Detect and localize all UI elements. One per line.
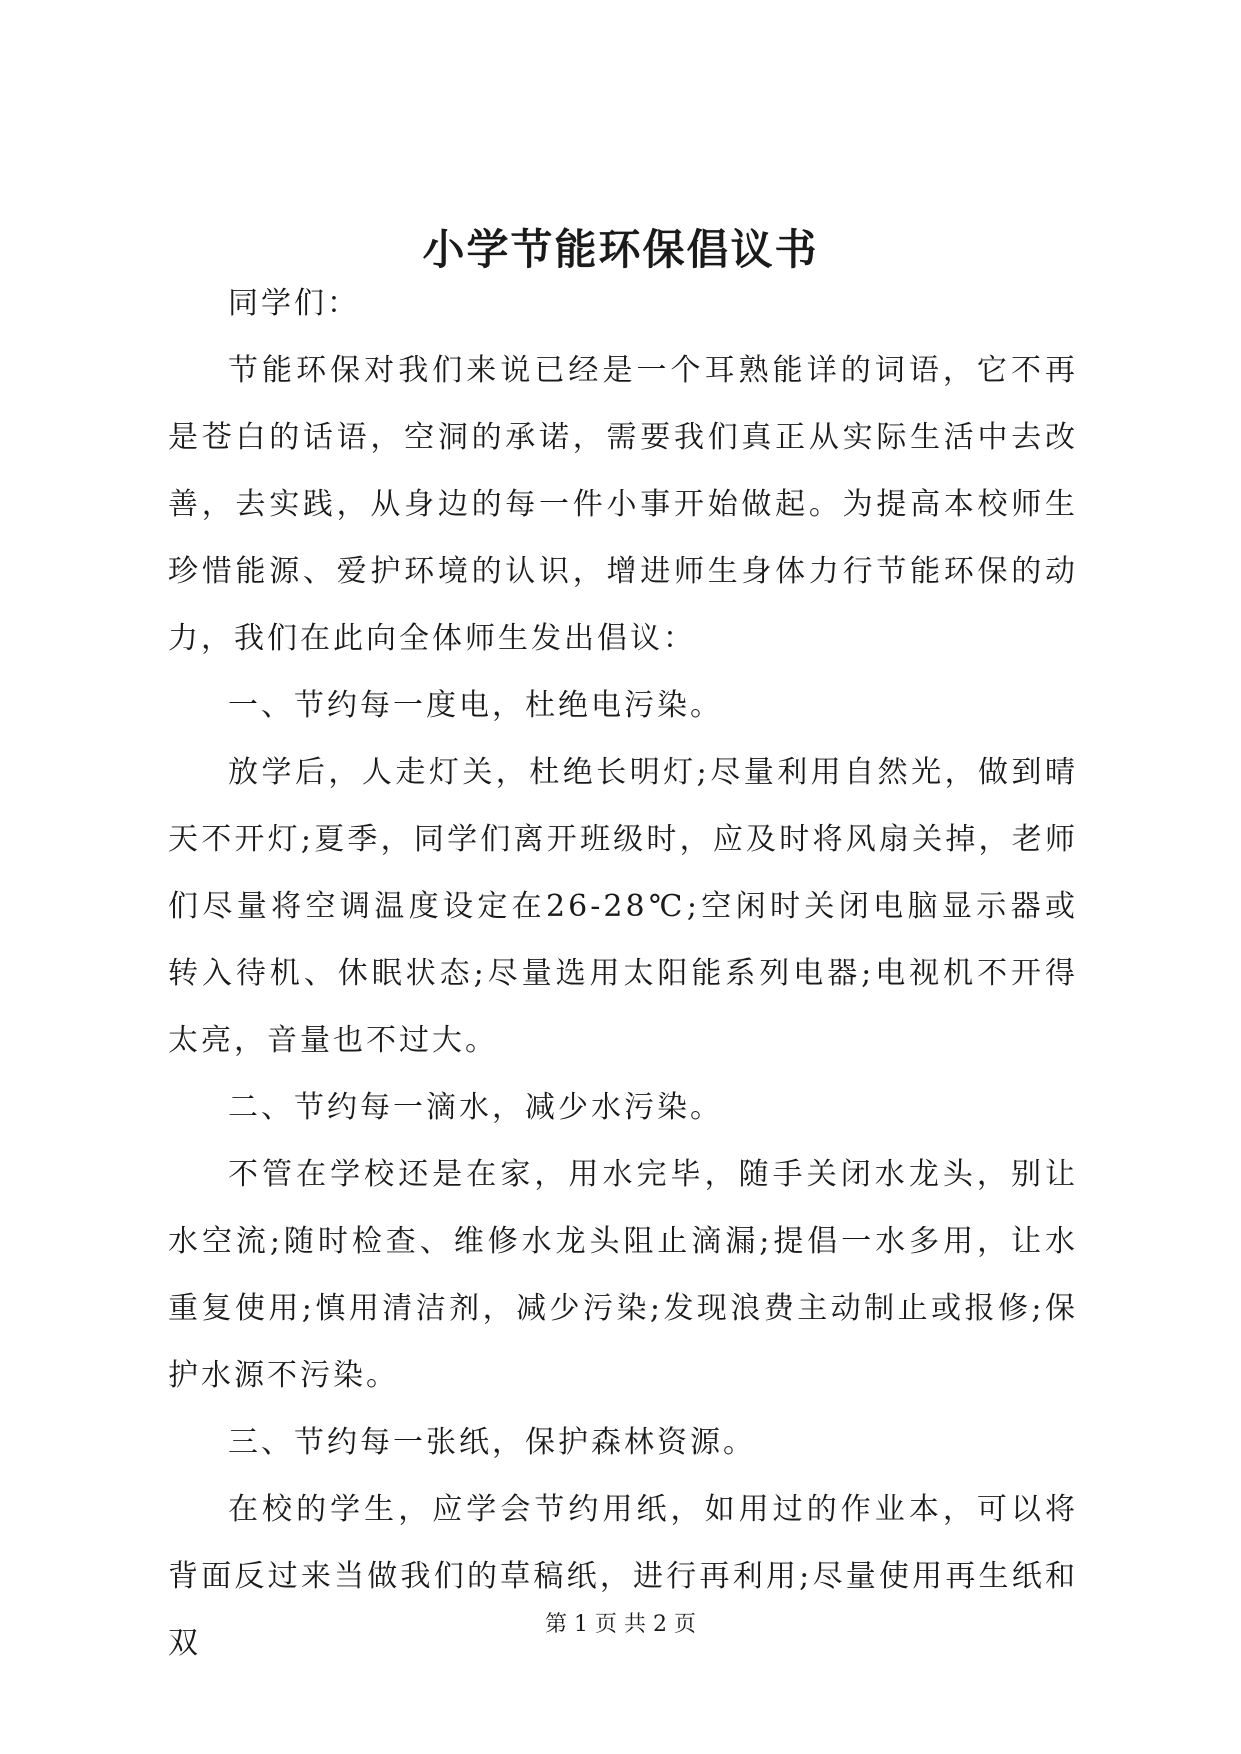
page-footer: 第 1 页 共 2 页 — [545, 1612, 696, 1637]
salutation: 同学们： — [228, 286, 360, 321]
paragraph-electricity: 放学后，人走灯关，杜绝长明灯;尽量利用自然光，做到晴天不开灯;夏季，同学们离开班级时，应及时将风扇关掉，老师们尽量将空调温度设定在26-28℃;空闲时关闭电脑显示器或转入待机、休眠状态;尽量选用太阳能系列电器;电视机不开得太亮，音量也不过大。 — [168, 755, 1078, 1058]
section-heading-electricity: 一、节约每一度电，杜绝电污染。 — [228, 688, 723, 723]
section-heading-paper: 三、节约每一张纸，保护森林资源。 — [228, 1425, 756, 1460]
intro-paragraph: 节能环保对我们来说已经是一个耳熟能详的词语，它不再是苍白的话语，空洞的承诺，需要我们真正从实际生活中去改善，去实践，从身边的每一件小事开始做起。为提高本校师生珍惜能源、爱护环境的认识，增进师生身体力行节能环保的动力，我们在此向全体师生发出倡议： — [168, 353, 1078, 656]
section-heading-water: 二、节约每一滴水，减少水污染。 — [228, 1090, 723, 1125]
paragraph-paper: 在校的学生，应学会节约用纸，如用过的作业本，可以将背面反过来当做我们的草稿纸，进行再利用;尽量使用再生纸和双 — [168, 1492, 1078, 1661]
paragraph-water: 不管在学校还是在家，用水完毕，随手关闭水龙头，别让水空流;随时检查、维修水龙头阻止滴漏;提倡一水多用，让水重复使用;慎用清洁剂，减少污染;发现浪费主动制止或报修;保护水源不污染。 — [168, 1157, 1078, 1393]
document-body — [168, 270, 1078, 1677]
document-title: 小学节能环保倡议书 — [422, 225, 819, 274]
